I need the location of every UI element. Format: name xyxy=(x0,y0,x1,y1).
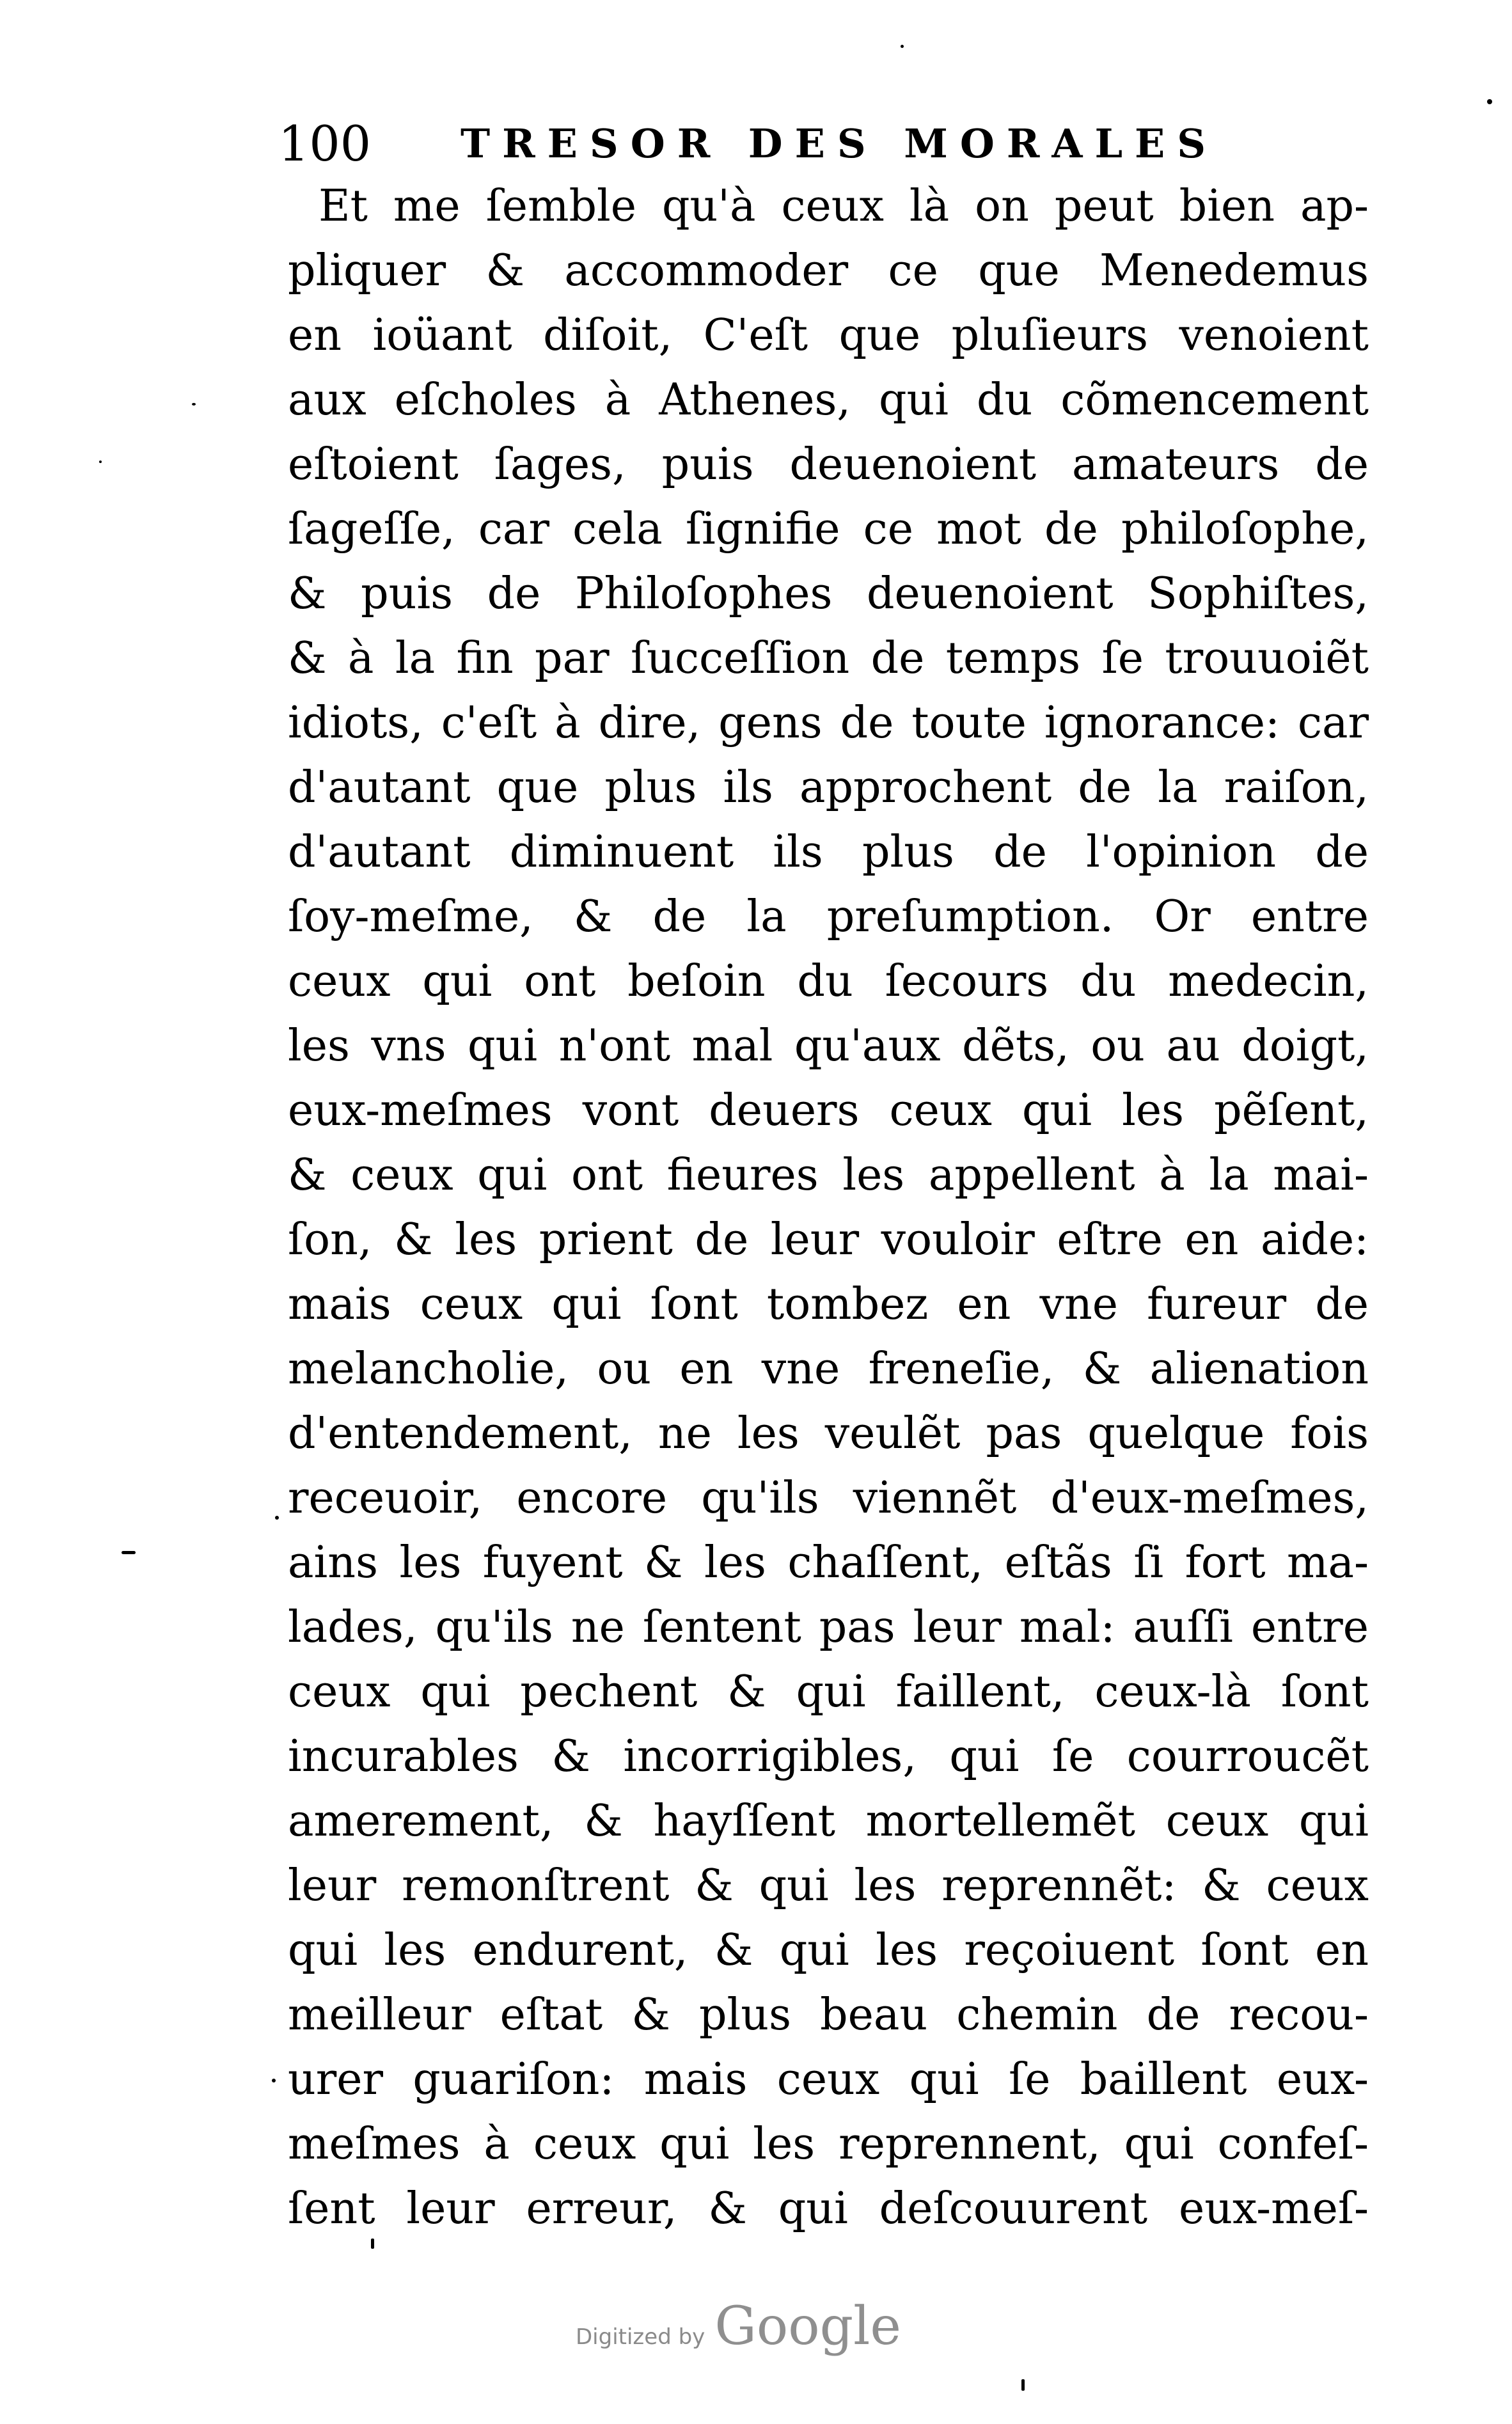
text-line: eux-meſmes vont deuers ceux qui les pẽſent, xyxy=(288,1085,1369,1136)
text-line: receuoir, encore qu'ils viennẽt d'eux-meſmes, xyxy=(288,1473,1369,1523)
text-line: ceux qui pechent & qui faillent, ceux-là ſont xyxy=(288,1667,1369,1717)
text-line: leur remonſtrent & qui les reprennẽt: & ceux xyxy=(288,1861,1369,1911)
digitized-prefix: Digitized by xyxy=(576,2324,705,2350)
text-line: & à la fin par ſucceſſion de temps ſe trouuoiẽt xyxy=(288,633,1369,684)
text-line: ſon, & les prient de leur vouloir eſtre en aide: xyxy=(288,1215,1369,1265)
text-line: incurables & incorrigibles, qui ſe courroucẽt xyxy=(288,1731,1369,1782)
text-line: ſent leur erreur, & qui deſcouurent eux-meſ- xyxy=(288,2184,1369,2234)
scan-speck xyxy=(99,460,102,463)
text-line: idiots, c'eſt à dire, gens de toute ignorance: car xyxy=(288,698,1369,748)
scan-speck xyxy=(1021,2379,1025,2391)
text-line: & ceux qui ont fieures les appellent à la mai- xyxy=(288,1150,1369,1200)
scan-speck xyxy=(275,1516,279,1520)
text-line: lades, qu'ils ne ſentent pas leur mal: auſſi entre xyxy=(288,1602,1369,1653)
text-line: ſoy-meſme, & de la preſumption. Or entre xyxy=(288,892,1369,942)
scan-speck xyxy=(1487,99,1492,104)
text-line: melancholie, ou en vne freneſie, & alienation xyxy=(288,1344,1369,1394)
text-line: ains les fuyent & les chaſſent, eſtãs ſi fort ma- xyxy=(288,1538,1369,1588)
text-line: d'autant diminuent ils plus de l'opinion de xyxy=(288,827,1369,878)
scan-speck xyxy=(192,403,196,405)
scan-speck xyxy=(122,1551,136,1554)
text-line: aux eſcholes à Athenes, qui du cõmencement xyxy=(288,375,1369,425)
body-text xyxy=(288,174,1369,2241)
text-line: en ioüant diſoit, C'eſt que pluſieurs venoient xyxy=(288,310,1369,361)
scan-speck xyxy=(371,2239,374,2249)
scan-speck xyxy=(272,2079,276,2082)
text-line: urer guariſon: mais ceux qui ſe baillent eux- xyxy=(288,2054,1369,2105)
page-header xyxy=(278,109,1366,179)
page-number: 100 xyxy=(278,115,372,172)
text-line: ſageſſe, car cela ſignifie ce mot de philoſophe, xyxy=(288,504,1369,555)
text-line: pliquer & accommoder ce que Menedemus xyxy=(288,246,1369,296)
running-title: TRESOR DES MORALES xyxy=(461,120,1218,167)
text-line: meilleur eſtat & plus beau chemin de recou- xyxy=(288,1990,1369,2040)
text-line: amerement, & hayſſent mortellemẽt ceux qui xyxy=(288,1796,1369,1846)
digitized-by-google-watermark xyxy=(576,2296,972,2360)
text-line: d'entendement, ne les veulẽt pas quelque fois xyxy=(288,1408,1369,1459)
text-line: qui les endurent, & qui les reçoiuent ſont en xyxy=(288,1925,1369,1976)
text-line: mais ceux qui ſont tombez en vne fureur de xyxy=(288,1279,1369,1330)
text-line: d'autant que plus ils approchent de la raiſon, xyxy=(288,762,1369,813)
google-logo: Google xyxy=(714,2296,901,2357)
text-line: ceux qui ont beſoin du ſecours du medecin, xyxy=(288,956,1369,1007)
text-line: Et me ſemble qu'à ceux là on peut bien ap- xyxy=(319,181,1369,232)
text-line: eſtoient ſages, puis deuenoient amateurs de xyxy=(288,439,1369,490)
text-line: meſmes à ceux qui les reprennent, qui confeſ- xyxy=(288,2119,1369,2169)
text-line: & puis de Philoſophes deuenoient Sophiſtes, xyxy=(288,569,1369,619)
scan-speck xyxy=(901,45,904,48)
text-line: les vns qui n'ont mal qu'aux dẽts, ou au doigt, xyxy=(288,1021,1369,1071)
